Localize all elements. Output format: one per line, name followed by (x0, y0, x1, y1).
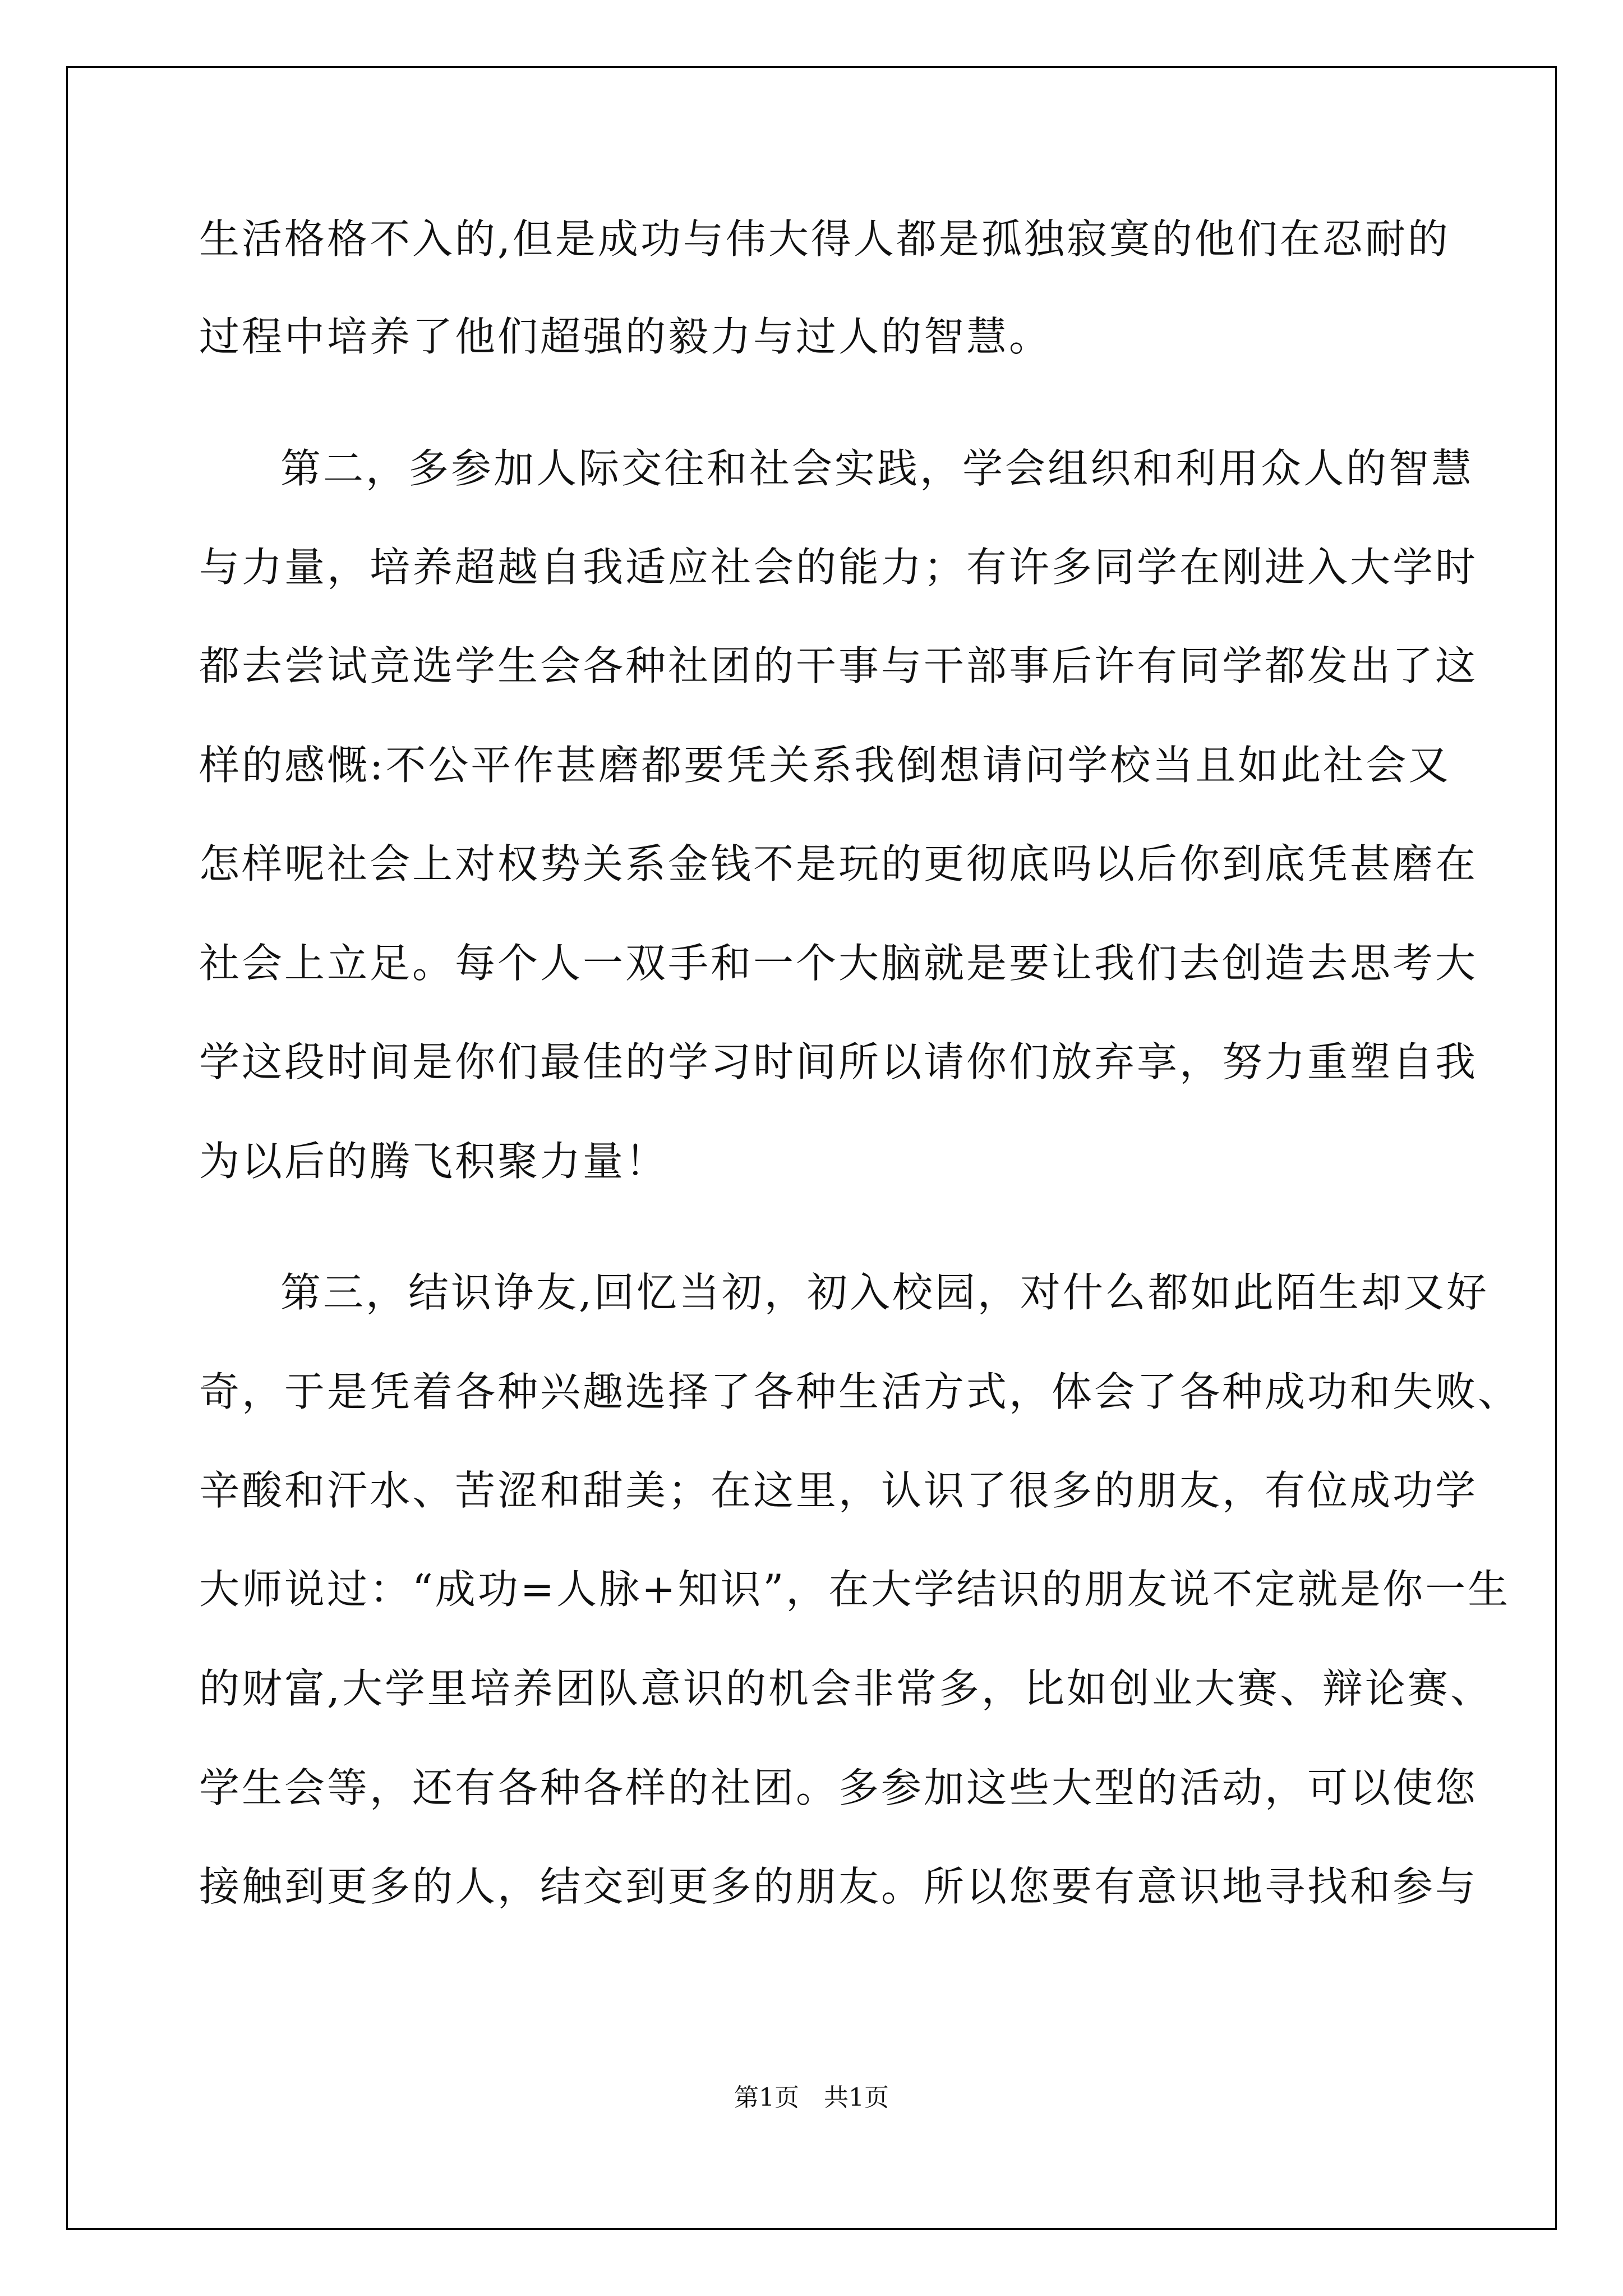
text-line: 生活格格不入的,但是成功与伟大得人都是孤独寂寞的他们在忍耐的 (199, 215, 1450, 263)
text-line: 接触到更多的人，结交到更多的朋友。所以您要有意识地寻找和参与 (199, 1863, 1478, 1910)
text-line: 辛酸和汗水、苦涩和甜美；在这里，认识了很多的朋友，有位成功学 (199, 1467, 1478, 1514)
text-line: 社会上立足。每个人一双手和一个大脑就是要让我们去创造去思考大 (199, 940, 1478, 987)
text-line: 奇，于是凭着各种兴趣选择了各种生活方式，体会了各种成功和失败、 (199, 1368, 1521, 1415)
text-line: 第三，结识诤友,回忆当初，初入校园，对什么都如此陌生却又好 (280, 1269, 1489, 1316)
text-line: 怎样呢社会上对权势关系金钱不是玩的更彻底吗以后你到底凭甚磨在 (199, 840, 1478, 887)
page-number-footer: 第1页 共1页 (734, 2083, 889, 2112)
text-line: 的财富,大学里培养团队意识的机会非常多，比如创业大赛、辩论赛、 (199, 1665, 1493, 1712)
text-line: 与力量，培养超越自我适应社会的能力；有许多同学在刚进入大学时 (199, 544, 1478, 591)
text-line: 都去尝试竞选学生会各种社团的干事与干部事后许有同学都发出了这 (199, 642, 1478, 689)
text-line: 为以后的腾飞积聚力量！ (199, 1138, 668, 1185)
text-line: 大师说过：“成功=人脉+知识”，在大学结识的朋友说不定就是你一生 (199, 1566, 1511, 1613)
text-line: 学生会等，还有各种各样的社团。多参加这些大型的活动，可以使您 (199, 1764, 1478, 1811)
text-line: 样的感慨:不公平作甚磨都要凭关系我倒想请问学校当且如此社会又 (199, 742, 1451, 789)
text-line: 第二，多参加人际交往和社会实践，学会组织和利用众人的智慧 (280, 445, 1474, 492)
text-line: 学这段时间是你们最佳的学习时间所以请你们放弃享，努力重塑自我 (199, 1038, 1478, 1085)
text-line: 过程中培养了他们超强的毅力与过人的智慧。 (199, 313, 1052, 360)
